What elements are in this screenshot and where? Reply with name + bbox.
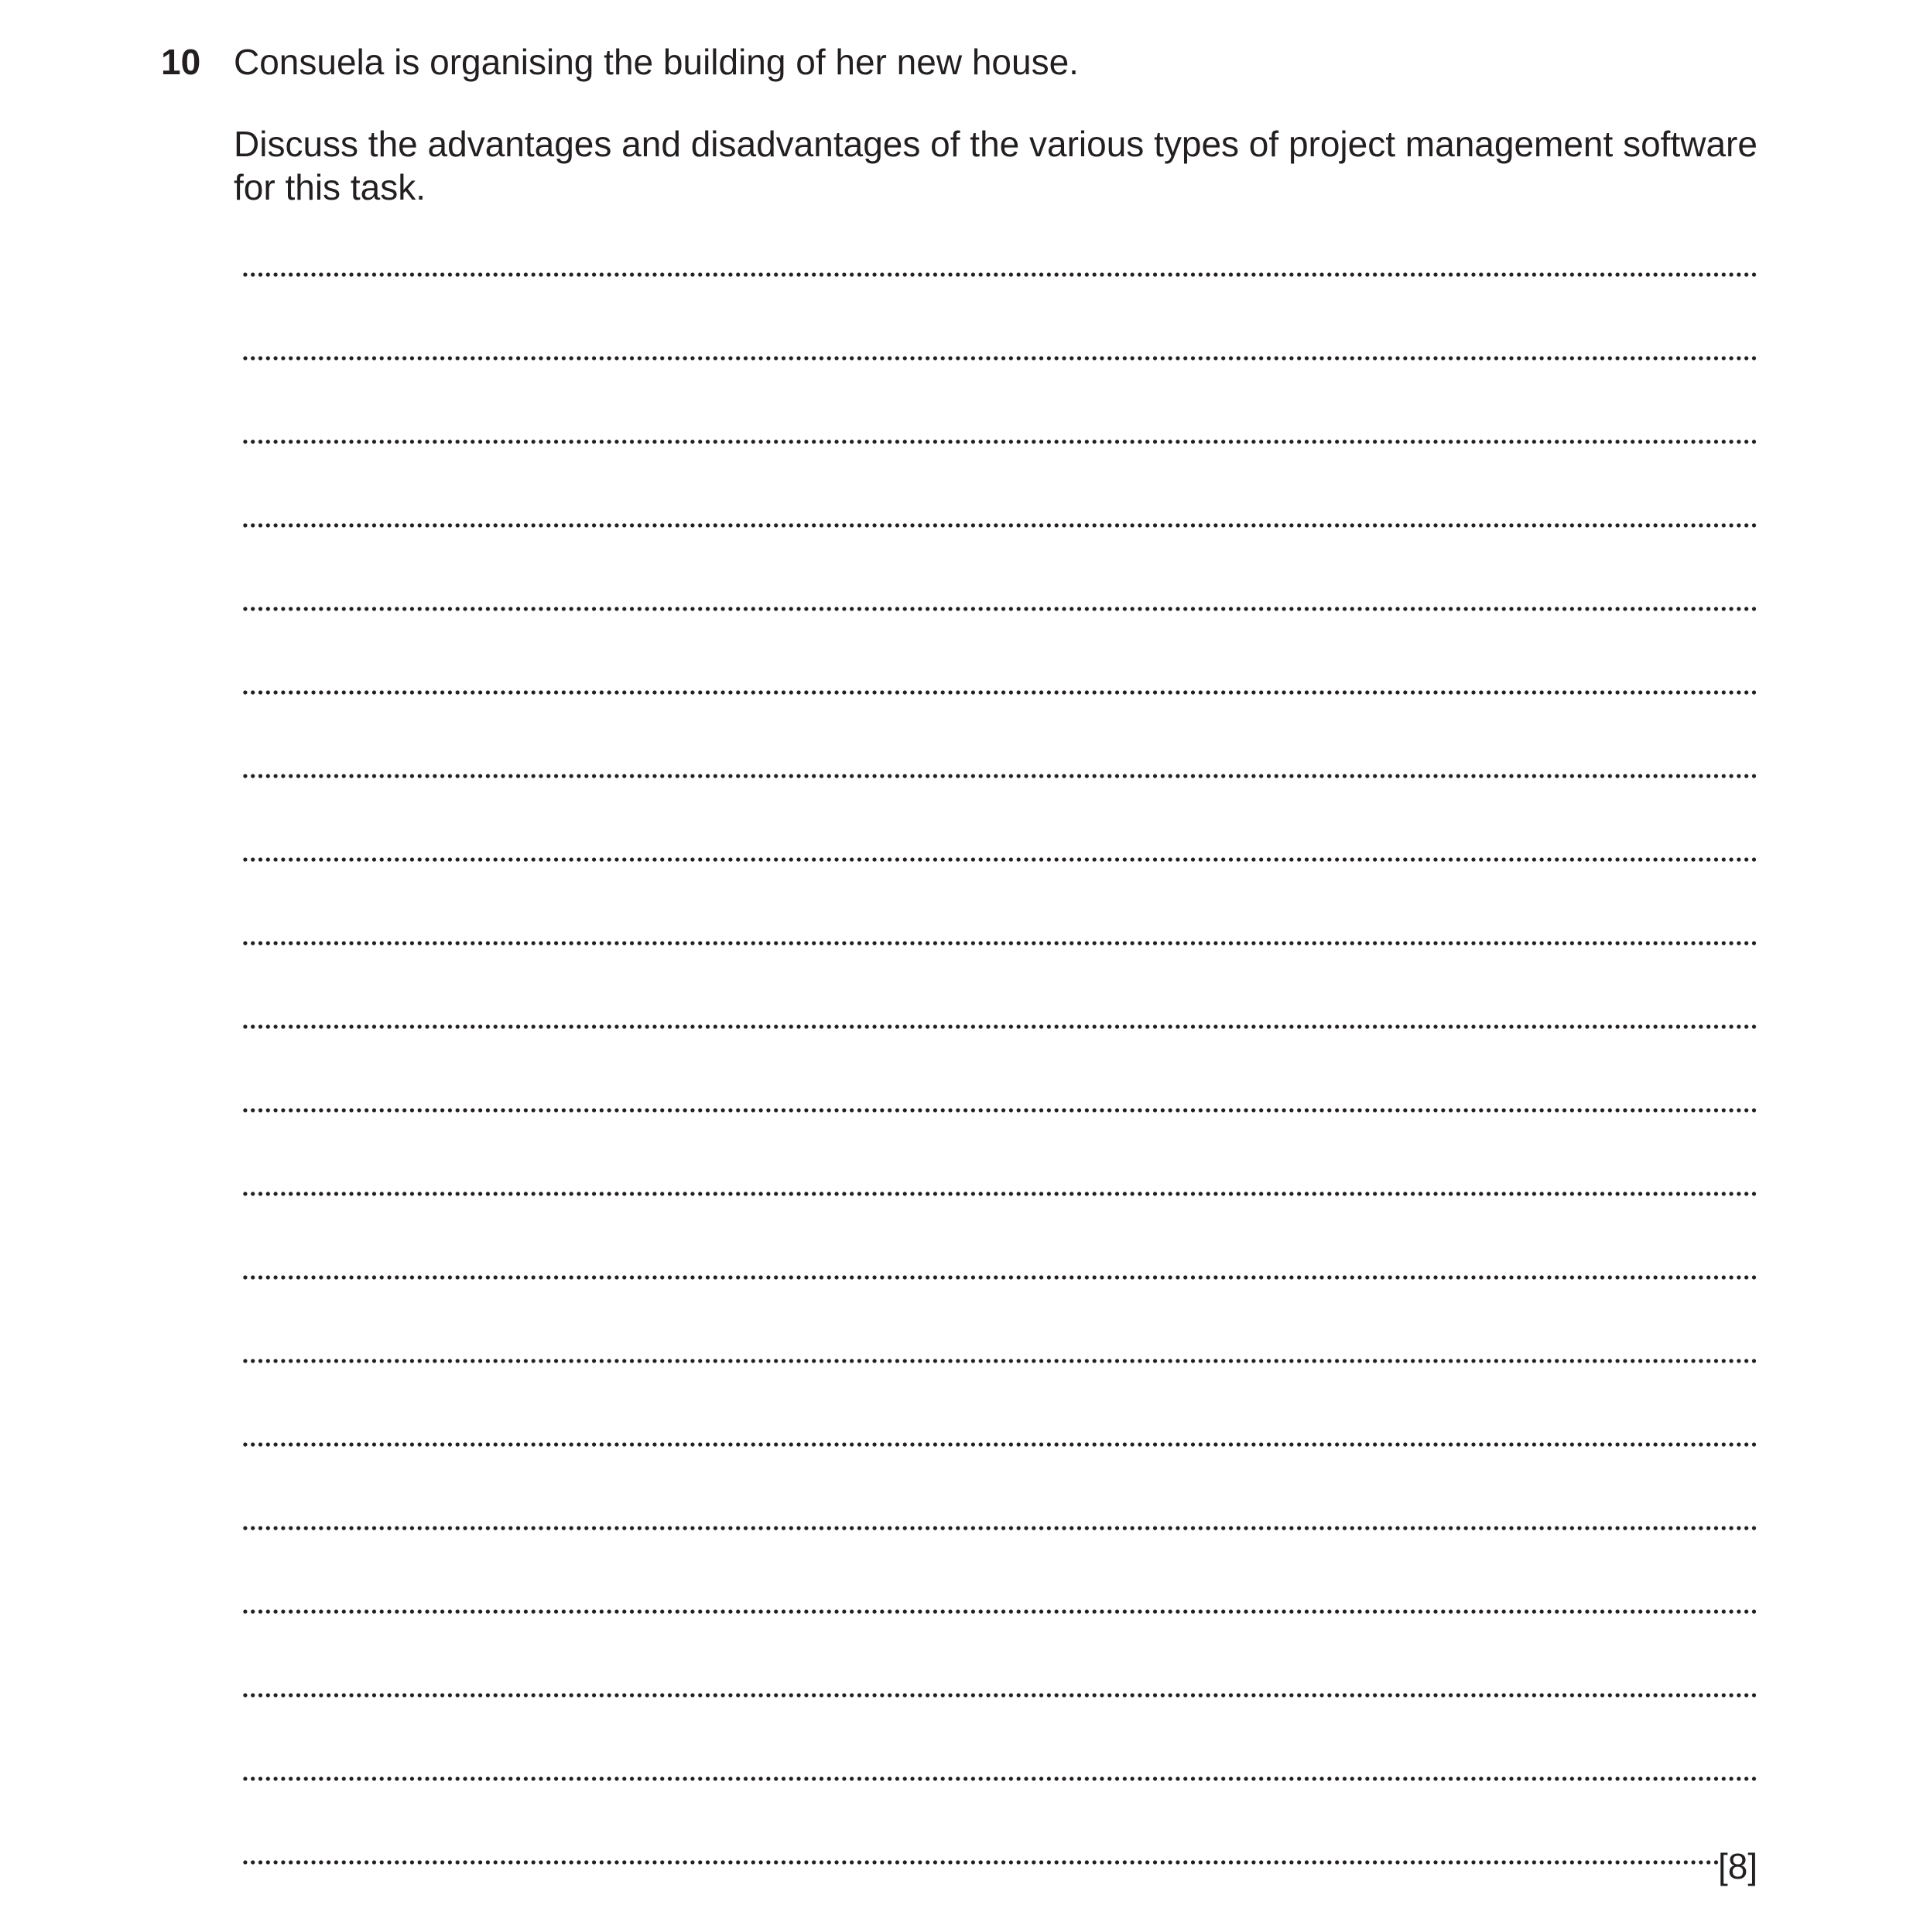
answer-line[interactable]	[241, 1442, 1758, 1447]
answer-line[interactable]	[241, 1024, 1758, 1029]
answer-line[interactable]	[241, 1275, 1758, 1280]
question-stem: Consuela is organising the building of her new house.	[234, 42, 1079, 82]
answer-line[interactable]	[241, 1609, 1758, 1614]
answer-line[interactable]	[241, 272, 1758, 277]
answer-line[interactable]	[241, 941, 1758, 945]
answer-line[interactable]	[241, 774, 1758, 778]
answer-line[interactable]	[241, 1192, 1758, 1196]
question-instruction: Discuss the advantages and disadvantages of the various types of project management software for this task.	[234, 124, 1757, 207]
answer-line[interactable]	[241, 1860, 1718, 1865]
answer-line[interactable]	[241, 356, 1758, 361]
answer-line[interactable]	[241, 1693, 1758, 1698]
answer-line[interactable]	[241, 607, 1758, 611]
answer-line[interactable]	[241, 439, 1758, 444]
marks-allocation: [8]	[1718, 1846, 1758, 1886]
answer-line[interactable]	[241, 1359, 1758, 1363]
answer-line[interactable]	[241, 857, 1758, 862]
answer-line[interactable]	[241, 1108, 1758, 1113]
answer-line[interactable]	[241, 523, 1758, 528]
answer-line[interactable]	[241, 1526, 1758, 1530]
answer-line[interactable]	[241, 1776, 1758, 1781]
question-number: 10	[161, 42, 201, 82]
answer-line[interactable]	[241, 690, 1758, 695]
